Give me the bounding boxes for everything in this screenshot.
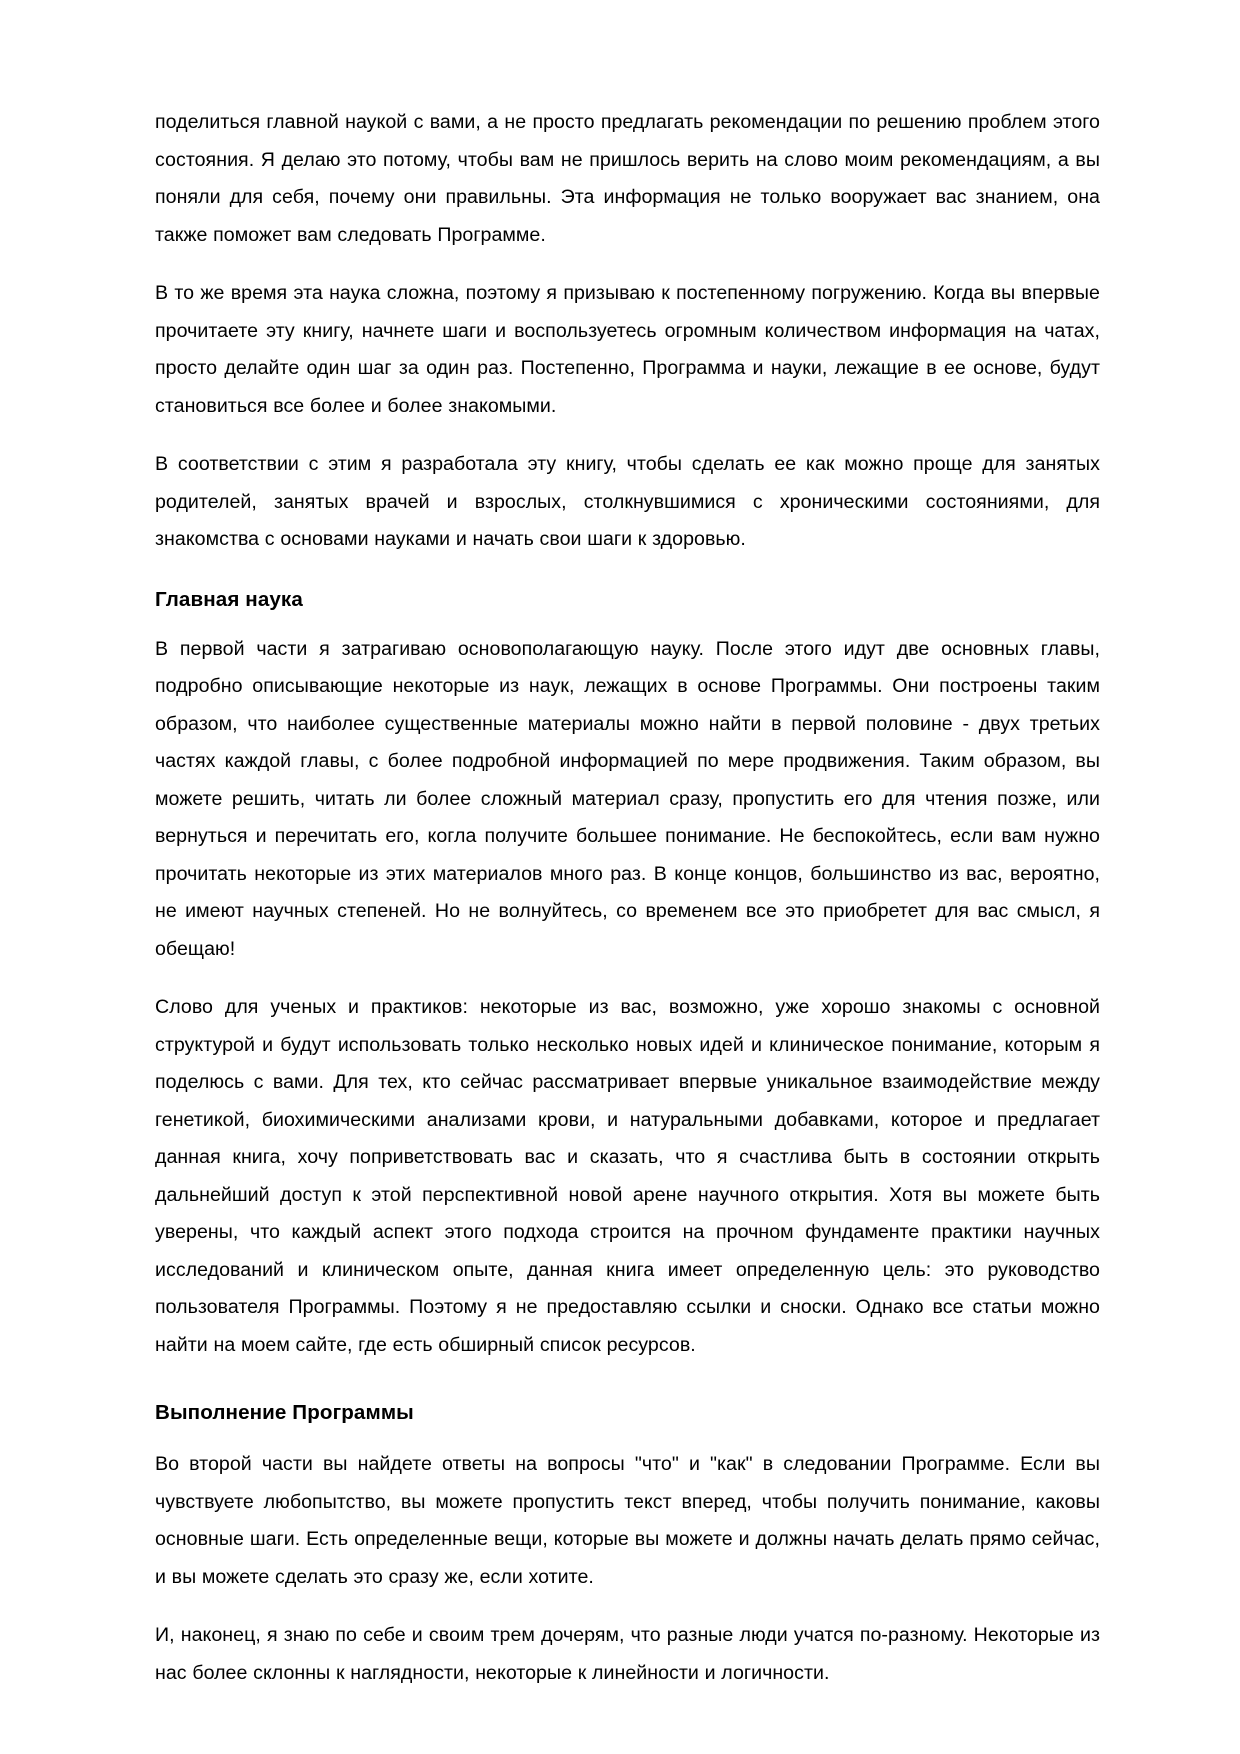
paragraph-5: Слово для ученых и практиков: некоторые из вас, возможно, уже хорошо знакомы с основной структурой и будут использовать только несколько новых идей и клиническое понимание, которым я поделюсь с вами. Для тех, кто сейчас рассматривает впервые уникальное взаимодействие между генетикой, биохимическими анализами крови, и натуральными добавками, которое и предлагает данная книга, хочу поприветствовать вас и сказать, что я счастлива быть в состоянии открыть дальнейший доступ к этой перспективной новой арене научного открытия. Хотя вы можете быть уверены, что каждый аспект этого подхода строится на прочном фундаменте практики научных исследований и клиническом опыте, данная книга имеет определенную цель: это руководство пользователя Программы. Поэтому я не предоставляю ссылки и сноски. Однако все статьи можно найти на моем сайте, где есть обширный список ресурсов. <box>155 996 1100 1356</box>
section-heading-main-science: Главная наука <box>155 587 303 611</box>
paragraph-4: В первой части я затрагиваю основополагающую науку. После этого идут две основных главы, подробно описывающие некоторые из наук, лежащих в основе Программы. Они построены таким образом, что наиболее существенные материалы можно найти в первой половине - двух третьих частях каждой главы, с более подробной информацией по мере продвижения. Таким образом, вы можете решить, читать ли более сложный материал сразу, пропустить его для чтения позже, или вернуться и перечитать его, когла получите большее понимание. Не беспокойтесь, если вам нужно прочитать некоторые из этих материалов много раз. В конце концов, большинство из вас, вероятно, не имеют научных степеней. Но не волнуйтесь, со временем все это приобретет для вас смысл, я обещаю! <box>155 637 1100 960</box>
paragraph-3: В соответствии с этим я разработала эту книгу, чтобы сделать ее как можно проще для занятых родителей, занятых врачей и взрослых, столкнувшимися с хроническими состояниями, для знакомства с основами науками и начать свои шаги к здоровью. <box>155 453 1100 550</box>
paragraph-1: поделиться главной наукой с вами, а не просто предлагать рекомендации по решению проблем этого состояния. Я делаю это потому, чтобы вам не пришлось верить на слово моим рекомендациям, а вы поняли для себя, почему они правильны. Эта информация не только вооружает вас знанием, она также поможет вам следовать Программе. <box>155 111 1100 246</box>
paragraph-6: Во второй части вы найдете ответы на вопросы "что" и "как" в следовании Программе. Если вы чувствуете любопытство, вы можете пропустить текст вперед, чтобы получить понимание, каковы основные шаги. Есть определенные вещи, которые вы можете и должны начать делать прямо сейчас, и вы можете сделать это сразу же, если хотите. <box>155 1453 1100 1588</box>
section-heading-program-execution: Выполнение Программы <box>155 1401 414 1424</box>
document-text-body <box>155 104 1100 1692</box>
paragraph-7: И, наконец, я знаю по себе и своим трем дочерям, что разные люди учатся по-разному. Некоторые из нас более склонны к наглядности, некоторые к линейности и логичности. <box>155 1624 1100 1684</box>
paragraph-2: В то же время эта наука сложна, поэтому я призываю к постепенному погружению. Когда вы впервые прочитаете эту книгу, начнете шаги и воспользуетесь огромным количеством информация на чатах, просто делайте один шаг за один раз. Постепенно, Программа и науки, лежащие в ее основе, будут становиться все более и более знакомыми. <box>155 282 1100 417</box>
